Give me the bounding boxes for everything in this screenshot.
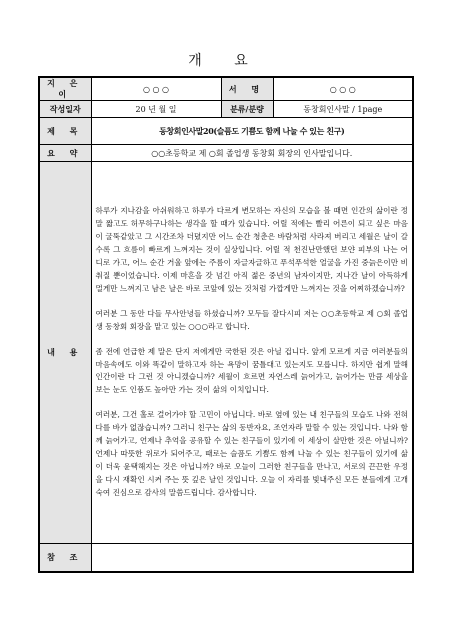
- category-value: 동창회인사말 / 1page: [273, 101, 413, 118]
- summary-value: ○○초등학교 제 ○회 졸업생 동창회 회장의 인사말입니다.: [91, 145, 413, 162]
- content-paragraph: 여러분 그 동안 다들 무사안녕들 하셨습니까? 모두들 잘다시피 저는 ○○초등학교 제 ○회 졸업생 동창회 회장을 맡고 있는 ○○○라고 합니다.: [95, 308, 408, 331]
- category-label: 분류/분량: [221, 101, 273, 118]
- content-paragraph: 좀 전에 언급한 제 말은 단지 저에게만 국한된 것은 아닐 겁니다. 앞게 모르게 지금 여러분들의 마음속에도 이와 똑같이 말하고자 하는 욕망이 꿈틀대고 있는지도 모릅니다. 하지만 쉽게 말해 인간이란 다 그런 것 아니겠습니까? 세월이 흐르면 자연스레 늙어가고, 늙어가는 만큼 세상을 보는 눈도 인품도 높아만 가는 것이 삶의 이치입니다.: [95, 346, 408, 395]
- author-label: 지 은 이: [39, 77, 91, 101]
- reference-label: 참 조: [39, 544, 91, 572]
- signature-value: ○ ○ ○: [273, 77, 413, 101]
- page-title: 개 요: [188, 53, 262, 69]
- author-value: ○ ○ ○: [91, 77, 221, 101]
- date-label: 작성일자: [39, 101, 91, 118]
- reference-value: [91, 544, 413, 572]
- subject-label: 제 목: [39, 118, 91, 145]
- subject-row: [39, 118, 413, 145]
- content-paragraph: 하루가 지나감을 아쉬워하고 하루가 다르게 변모하는 자신의 모습을 볼 때면 인간의 삶이란 정말 짧고도 허무하구나하는 생각을 할 때가 있습니다. 어릴 적에는 빨리 어른이 되고 싶은 마음이 굴뚝같았고 그 시간조차 더뎠지만 어느 순간 청춘은 바람처럼 사라져 버리고 세월은 날이 갈수록 그 흐름이 빠르게 느껴지는 것이 실상입니다. 어릴 적 천진난만했던 보얀 피부의 나는 어디로 가고, 어느 순간 거울 앞에는 주름이 자글자글하고 푸석푸석한 얼굴을 가진 중늙은이만 비춰질 뿐이었습니다. 이제 마흔을 갓 넘긴 아직 젊은 중년의 남자이지만, 지나간 날이 아득하게 멀게만 느껴지고 남은 날은 바로 코앞에 있는 것처럼 가깝게만 느껴지는 것을 어찌하겠습니까?: [95, 206, 408, 293]
- signature-label: 서 명: [221, 77, 273, 101]
- document-form-table: [38, 76, 414, 573]
- subject-value: 동창회인사말20(슬픔도 기쁨도 함께 나눌 수 있는 친구): [91, 118, 413, 145]
- content-label: 내 용: [39, 162, 91, 544]
- date-value: 20 년 월 일: [91, 101, 221, 118]
- content-body: [91, 162, 413, 544]
- content-paragraph: 여러분, 그건 홀로 걸어가야 할 고민이 아닙니다. 바로 옆에 있는 내 친구들의 모습도 나와 전혀 다를 바가 없잖습니까? 그러니 친구는 삶의 동반자요, 조언자라 말할 수 있는 것입니다. 나와 함께 늙어가고, 언제나 추억을 공유할 수 있는 친구들이 있기에 이 세상이 살만한 것은 아닐니까? 언제나 따뜻한 위로가 되어주고, 때로는 슬픔도 기쁨도 함께 나눌 수 있는 친구들이 있기에 삶이 더욱 윤택해지는 것은 아닙니까? 바로 오늘이 그러한 친구들을 만나고, 서로의 끈끈한 우정을 다시 재확인 시켜 주는 뜻 깊은 날인 것입니다. 오늘 이 자리를 빛내주신 모든 분들에게 고개 숙여 진심으로 감사의 말씀드립니다. 감사합니다.: [95, 410, 408, 497]
- summary-row: [39, 145, 413, 162]
- reference-row: [39, 544, 413, 572]
- date-row: [39, 101, 413, 118]
- author-row: [39, 77, 413, 101]
- summary-label: 요 약: [39, 145, 91, 162]
- content-row: [39, 162, 413, 544]
